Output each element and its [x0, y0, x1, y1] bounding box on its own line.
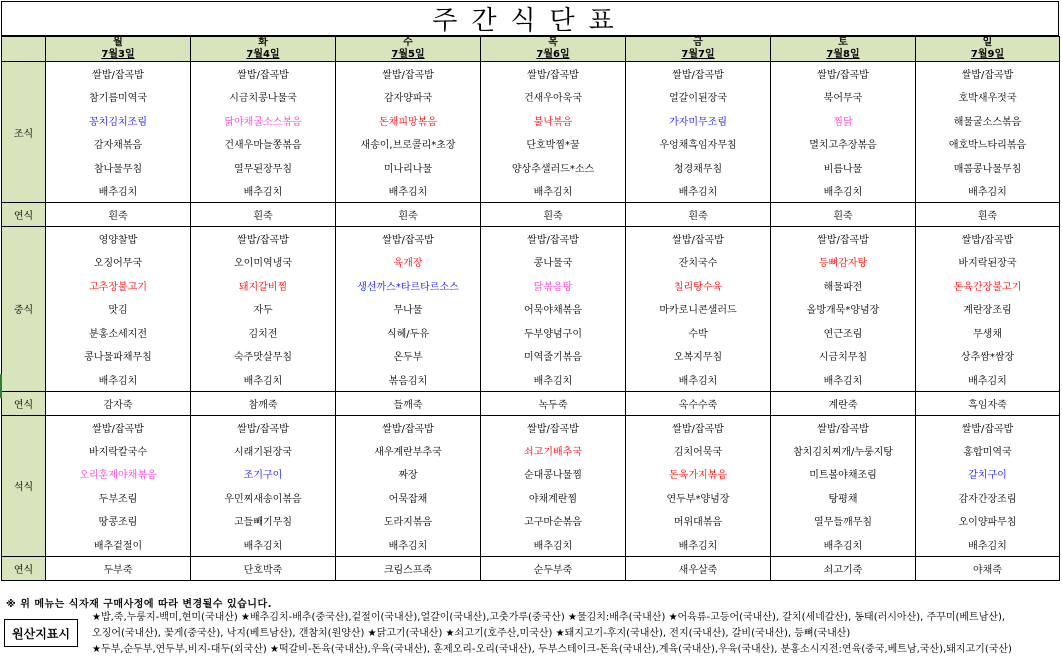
- origin-label: 원산지표시: [4, 619, 78, 647]
- weekly-menu-table: [1, 36, 1060, 581]
- menu-cell: 쌀밥/잡곡밥: [626, 227, 771, 251]
- day-date: 7월6일: [536, 49, 570, 60]
- day-date: 7월8일: [826, 49, 860, 60]
- menu-cell: 건새우아욱국: [481, 85, 626, 109]
- menu-row: [2, 179, 1060, 203]
- menu-row: [2, 297, 1060, 321]
- menu-cell: 콩나물국: [481, 250, 626, 274]
- origin-line: 오징어(국내산), 꽃게(중국산), 낙지(베트남산), 갠참치(원양산) ★닭고기(국내산) ★쇠고기(호주산,미국산) ★돼지고기-후지(국내산), 전지(국내산), 갈비(국내산), 등뼈(국내산): [92, 628, 851, 639]
- origin-line: ★두부,순두부,연두부,비지-대두(외국산) ★떡갈비-돈육(국내산),우육(국내산), 훈제오리-오리(국내산), 두부스테이크-돈육(국내산),계육(국내산),우육(국내산), 분홍소시지전:연육(중국,베트남,국산),돼지고기(국산): [92, 644, 1012, 655]
- menu-cell: 얼갈이된장국: [626, 85, 771, 109]
- menu-cell: 쌀밥/잡곡밥: [336, 415, 481, 439]
- menu-row: [2, 250, 1060, 274]
- menu-cell: 애호박느타리볶음: [916, 132, 1060, 156]
- menu-cell: 도라지볶음: [336, 509, 481, 533]
- menu-cell: 감자간장조림: [916, 486, 1060, 510]
- menu-cell: 온두부: [336, 344, 481, 368]
- menu-cell: 양상추샐러드*소스: [481, 156, 626, 180]
- menu-cell: 배추김치: [626, 533, 771, 557]
- day-name: 일: [982, 37, 993, 48]
- menu-cell: 칠리탕수육: [626, 274, 771, 298]
- menu-cell: 쌀밥/잡곡밥: [916, 62, 1060, 86]
- menu-cell: 쌀밥/잡곡밥: [336, 62, 481, 86]
- day-header: [916, 37, 1060, 62]
- snack-cell: 흰죽: [916, 203, 1060, 227]
- menu-cell: 배추김치: [191, 533, 336, 557]
- menu-cell: 무나물: [336, 297, 481, 321]
- menu-row: [2, 109, 1060, 133]
- menu-cell: 배추김치: [191, 368, 336, 392]
- menu-cell: 고추장불고기: [46, 274, 191, 298]
- menu-cell: 참나물무침: [46, 156, 191, 180]
- menu-cell: 분홍소세지전: [46, 321, 191, 345]
- day-date: 7월3일: [101, 49, 135, 60]
- menu-cell: 등뼈감자탕: [771, 250, 916, 274]
- snack-cell: 크림스프죽: [336, 556, 481, 580]
- day-name: 월: [113, 37, 123, 48]
- snack-row: [2, 203, 1060, 227]
- snack-cell: 흰죽: [481, 203, 626, 227]
- menu-cell: 쌀밥/잡곡밥: [481, 62, 626, 86]
- menu-cell: 감자채볶음: [46, 132, 191, 156]
- menu-cell: 돼지갈비찜: [191, 274, 336, 298]
- menu-cell: 콩나물파채무침: [46, 344, 191, 368]
- menu-cell: 배추김치: [336, 533, 481, 557]
- day-header-row: [2, 37, 1060, 62]
- menu-cell: 가자미무조림: [626, 109, 771, 133]
- menu-row: [2, 462, 1060, 486]
- menu-cell: 어묵잡채: [336, 486, 481, 510]
- menu-cell: 쌀밥/잡곡밥: [916, 227, 1060, 251]
- menu-cell: 새우계란부추국: [336, 439, 481, 463]
- menu-row: [2, 486, 1060, 510]
- menu-cell: 쌀밥/잡곡밥: [481, 227, 626, 251]
- menu-row: [2, 274, 1060, 298]
- menu-cell: 계란장조림: [916, 297, 1060, 321]
- snack-cell: 계란죽: [771, 391, 916, 415]
- menu-cell: 야채계란찜: [481, 486, 626, 510]
- menu-cell: 돈육가지볶음: [626, 462, 771, 486]
- menu-cell: 짜장: [336, 462, 481, 486]
- menu-cell: 배추김치: [771, 533, 916, 557]
- menu-cell: 쌀밥/잡곡밥: [771, 415, 916, 439]
- origin-line: ★밥,죽,누룽지-백미,현미(국내산) ★배추김치-배추(중국산),겉절이(국내산),얼갈이(국내산),고춧가루(중국산) ★물김치:배추(국내산) ★어육류-고등어(국내산), 갈치(세네갈산), 동태(러시아산), 주꾸미(베트남산),: [92, 612, 1006, 623]
- meal-label: 조식: [2, 62, 46, 203]
- menu-row: [2, 85, 1060, 109]
- menu-cell: 미역줄기볶음: [481, 344, 626, 368]
- snack-cell: 쇠고기죽: [771, 556, 916, 580]
- menu-cell: 고구마순볶음: [481, 509, 626, 533]
- menu-cell: 배추김치: [916, 368, 1060, 392]
- menu-cell: 무생채: [916, 321, 1060, 345]
- snack-cell: 야채죽: [916, 556, 1060, 580]
- menu-cell: 두부조림: [46, 486, 191, 510]
- menu-cell: 오이양파무침: [916, 509, 1060, 533]
- day-name: 금: [693, 37, 703, 48]
- change-notice: ※ 위 메뉴는 식자재 구매사정에 따라 변경될수 있습니다.: [6, 599, 272, 610]
- menu-cell: 연두부*양념장: [626, 486, 771, 510]
- snack-cell: 옥수수죽: [626, 391, 771, 415]
- day-header: [771, 37, 916, 62]
- day-header: [336, 37, 481, 62]
- menu-cell: 쌀밥/잡곡밥: [336, 227, 481, 251]
- menu-cell: 상추쌈*쌈장: [916, 344, 1060, 368]
- menu-cell: 김치전: [191, 321, 336, 345]
- menu-cell: 배추김치: [336, 179, 481, 203]
- menu-row: [2, 368, 1060, 392]
- menu-cell: 영양찰밥: [46, 227, 191, 251]
- menu-cell: 연근조림: [771, 321, 916, 345]
- menu-cell: 볶음김치: [336, 368, 481, 392]
- menu-cell: 배추김치: [626, 179, 771, 203]
- day-date: 7월9일: [970, 49, 1005, 60]
- day-name: 화: [258, 37, 268, 48]
- menu-cell: 배추김치: [916, 533, 1060, 557]
- menu-cell: 해물굴소스볶음: [916, 109, 1060, 133]
- day-header: [626, 37, 771, 62]
- snack-label: 연식: [2, 556, 46, 580]
- menu-cell: 자두: [191, 297, 336, 321]
- menu-row: [2, 62, 1060, 86]
- menu-cell: 배추김치: [191, 179, 336, 203]
- menu-cell: 갈치구이: [916, 462, 1060, 486]
- menu-cell: 탕평채: [771, 486, 916, 510]
- snack-cell: 들깨죽: [336, 391, 481, 415]
- snack-cell: 단호박죽: [191, 556, 336, 580]
- snack-cell: 두부죽: [46, 556, 191, 580]
- menu-cell: 시금치무침: [771, 344, 916, 368]
- day-date: 7월5일: [391, 49, 425, 60]
- snack-row: [2, 556, 1060, 580]
- menu-cell: 찜닭: [771, 109, 916, 133]
- menu-cell: 미트볼야채조림: [771, 462, 916, 486]
- menu-cell: 어묵야채볶음: [481, 297, 626, 321]
- menu-cell: 순대콩나물찜: [481, 462, 626, 486]
- menu-cell: 배추김치: [481, 368, 626, 392]
- menu-cell: 조기구이: [191, 462, 336, 486]
- menu-cell: 홍합미역국: [916, 439, 1060, 463]
- menu-cell: 시래기된장국: [191, 439, 336, 463]
- menu-cell: 배추김치: [626, 368, 771, 392]
- menu-cell: 오이미역냉국: [191, 250, 336, 274]
- menu-cell: 열무된장무침: [191, 156, 336, 180]
- menu-cell: 돈육간장불고기: [916, 274, 1060, 298]
- menu-cell: 바지락된장국: [916, 250, 1060, 274]
- menu-cell: 배추겉절이: [46, 533, 191, 557]
- menu-cell: 참기름미역국: [46, 85, 191, 109]
- menu-cell: 생선까스*타르타르소스: [336, 274, 481, 298]
- menu-cell: 시금치콩나물국: [191, 85, 336, 109]
- snack-cell: 순두부죽: [481, 556, 626, 580]
- menu-cell: 올방개묵*양념장: [771, 297, 916, 321]
- menu-cell: 배추김치: [46, 179, 191, 203]
- snack-row: [2, 391, 1060, 415]
- page-title: 주간식단표: [1, 1, 1059, 36]
- day-name: 목: [548, 37, 558, 48]
- menu-cell: 미나리나물: [336, 156, 481, 180]
- menu-cell: 쌀밥/잡곡밥: [46, 62, 191, 86]
- menu-cell: 바지락칼국수: [46, 439, 191, 463]
- menu-cell: 쌀밥/잡곡밥: [626, 415, 771, 439]
- menu-cell: 단호박찜*꿀: [481, 132, 626, 156]
- menu-cell: 배추김치: [771, 368, 916, 392]
- menu-cell: 오리훈제야채볶음: [46, 462, 191, 486]
- menu-cell: 마카로니콘샐러드: [626, 297, 771, 321]
- menu-cell: 쌀밥/잡곡밥: [191, 227, 336, 251]
- header-corner: [2, 37, 46, 62]
- menu-row: [2, 156, 1060, 180]
- menu-row: [2, 509, 1060, 533]
- snack-cell: 흰죽: [46, 203, 191, 227]
- menu-cell: 쌀밥/잡곡밥: [626, 62, 771, 86]
- menu-row: [2, 321, 1060, 345]
- menu-cell: 매콤콩나물무침: [916, 156, 1060, 180]
- menu-cell: 건새우마늘쫑볶음: [191, 132, 336, 156]
- menu-row: [2, 227, 1060, 251]
- menu-cell: 배추김치: [46, 368, 191, 392]
- menu-cell: 호박새우젓국: [916, 85, 1060, 109]
- origin-info: [92, 610, 1057, 658]
- menu-cell: 배추김치: [481, 179, 626, 203]
- menu-row: [2, 344, 1060, 368]
- menu-cell: 새송이,브로콜리*초장: [336, 132, 481, 156]
- menu-cell: 잔치국수: [626, 250, 771, 274]
- menu-cell: 북어무국: [771, 85, 916, 109]
- menu-cell: 비름나물: [771, 156, 916, 180]
- menu-cell: 참치김치찌개/누룽지탕: [771, 439, 916, 463]
- menu-cell: 청경채무침: [626, 156, 771, 180]
- day-header: [481, 37, 626, 62]
- menu-cell: 열무들깨무침: [771, 509, 916, 533]
- menu-cell: 쌀밥/잡곡밥: [916, 415, 1060, 439]
- menu-cell: 쌀밥/잡곡밥: [191, 415, 336, 439]
- menu-cell: 닭볶음탕: [481, 274, 626, 298]
- menu-cell: 맛김: [46, 297, 191, 321]
- menu-cell: 해물파전: [771, 274, 916, 298]
- menu-cell: 쌀밥/잡곡밥: [481, 415, 626, 439]
- snack-cell: 새우살죽: [626, 556, 771, 580]
- menu-cell: 꽁치김치조림: [46, 109, 191, 133]
- menu-cell: 식혜/두유: [336, 321, 481, 345]
- menu-cell: 멸치고추장볶음: [771, 132, 916, 156]
- menu-cell: 배추김치: [916, 179, 1060, 203]
- snack-cell: 흰죽: [626, 203, 771, 227]
- snack-cell: 흰죽: [771, 203, 916, 227]
- menu-cell: 쌀밥/잡곡밥: [191, 62, 336, 86]
- menu-row: [2, 439, 1060, 463]
- menu-row: [2, 132, 1060, 156]
- day-date: 7월7일: [681, 49, 715, 60]
- menu-cell: 땅콩조림: [46, 509, 191, 533]
- menu-cell: 불낙볶음: [481, 109, 626, 133]
- menu-cell: 배추김치: [481, 533, 626, 557]
- snack-label: 연식: [2, 391, 46, 415]
- menu-row: [2, 415, 1060, 439]
- menu-cell: 우민찌새송이볶음: [191, 486, 336, 510]
- snack-cell: 감자죽: [46, 391, 191, 415]
- snack-cell: 흰죽: [191, 203, 336, 227]
- menu-cell: 쌀밥/잡곡밥: [771, 62, 916, 86]
- menu-cell: 머위대볶음: [626, 509, 771, 533]
- menu-cell: 돈채피망볶음: [336, 109, 481, 133]
- meal-label: 석식: [2, 415, 46, 556]
- menu-cell: 오징어무국: [46, 250, 191, 274]
- menu-cell: 우엉채흑임자무침: [626, 132, 771, 156]
- menu-cell: 배추김치: [771, 179, 916, 203]
- day-name: 수: [403, 37, 413, 48]
- menu-cell: 닭야채굴소스볶음: [191, 109, 336, 133]
- row-marker: [0, 374, 2, 398]
- meal-label: 중식: [2, 227, 46, 392]
- snack-cell: 흑임자죽: [916, 391, 1060, 415]
- day-header: [191, 37, 336, 62]
- snack-cell: 참깨죽: [191, 391, 336, 415]
- snack-cell: 흰죽: [336, 203, 481, 227]
- day-header: [46, 37, 191, 62]
- menu-cell: 쌀밥/잡곡밥: [771, 227, 916, 251]
- menu-cell: 두부양념구이: [481, 321, 626, 345]
- menu-cell: 수박: [626, 321, 771, 345]
- menu-cell: 육개장: [336, 250, 481, 274]
- day-name: 토: [838, 37, 848, 48]
- menu-cell: 쇠고기배추국: [481, 439, 626, 463]
- menu-cell: 쌀밥/잡곡밥: [46, 415, 191, 439]
- snack-label: 연식: [2, 203, 46, 227]
- menu-cell: 오복지무침: [626, 344, 771, 368]
- menu-row: [2, 533, 1060, 557]
- menu-cell: 감자양파국: [336, 85, 481, 109]
- menu-cell: 김치어묵국: [626, 439, 771, 463]
- menu-cell: 고들빼기무침: [191, 509, 336, 533]
- menu-cell: 숙주맛살무침: [191, 344, 336, 368]
- day-date: 7월4일: [246, 49, 280, 60]
- snack-cell: 녹두죽: [481, 391, 626, 415]
